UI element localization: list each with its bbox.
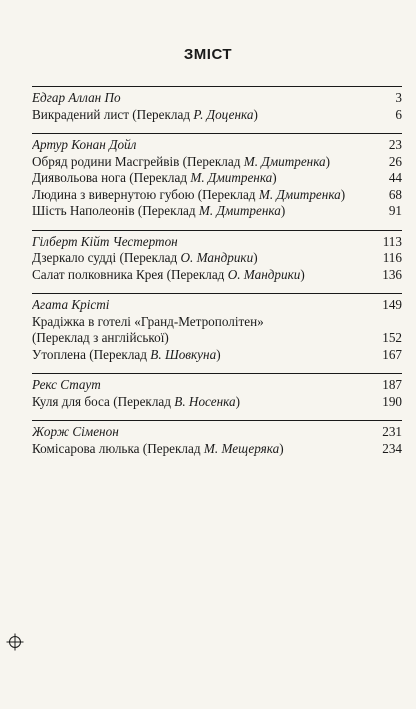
author-name: Артур Конан Дойл [32,137,137,152]
work-title: Обряд родини Масгрейвів (Переклад М. Дмитренка) [32,153,331,169]
work-row[interactable] [32,441,402,458]
author-name: Гілберт Кійт Честертон [32,233,178,249]
work-row[interactable] [32,203,402,220]
toc-section [32,133,402,220]
author-row[interactable] [32,424,402,441]
page-number: 149 [382,297,402,312]
work-title: Крадіжка в готелі «Гранд-Метрополітен» [32,313,264,329]
translator-name: М. Дмитренка [243,153,326,169]
page-number: 231 [382,424,402,439]
work-title: Людина з вивернутою губою (Переклад М. Дмитренка) [32,186,346,202]
section-divider [32,420,402,421]
section-divider [32,133,402,134]
translator-name: М. Мещеряка [203,440,280,456]
work-row[interactable] [32,187,402,204]
author-row[interactable] [32,234,402,251]
section-divider [32,86,402,87]
work-row[interactable] [32,170,402,187]
translator-name: Р. Доценка [193,106,254,122]
work-title: Диявольова нога (Переклад М. Дмитренка) [32,170,277,185]
page-number: 136 [382,266,402,282]
work-row[interactable] [32,394,402,411]
toc-section [32,373,402,410]
page-number: 26 [388,153,402,169]
author-row[interactable] [32,137,402,154]
translator-name: М. Дмитренка [258,186,341,202]
author-name: Едгар Аллан По [32,90,121,105]
author-row[interactable] [32,377,402,394]
page-number: 6 [395,106,402,122]
translator-name: М. Дмитренка [190,170,273,185]
page-number: 44 [388,170,402,185]
page-number: 23 [388,137,402,152]
translator-name: О. Мандрики [180,250,254,265]
work-row[interactable] [32,154,402,171]
page-number: 3 [395,90,402,105]
translator-name: О. Мандрики [227,266,301,282]
toc-section [32,86,402,123]
work-title: Утоплена (Переклад В. Шовкуна) [32,346,221,362]
work-title: Куля для боса (Переклад В. Носенка) [32,393,240,409]
author-name: Жорж Сіменон [32,424,119,439]
page-number: 190 [382,393,402,409]
translator-name: М. Дмитренка [198,203,281,218]
page-number: 113 [382,233,402,249]
page-number: 116 [382,250,402,265]
work-title: (Переклад з англійської) [32,330,169,345]
section-divider [32,373,402,374]
toc-section [32,230,402,284]
work-title: Шість Наполеонів (Переклад М. Дмитренка) [32,203,286,218]
registration-mark-icon [6,633,24,651]
section-divider [32,293,402,294]
work-row[interactable] [32,250,402,267]
table-of-contents [32,86,402,467]
work-row[interactable] [32,267,402,284]
work-title: Комісарова люлька (Переклад М. Мещеряка) [32,440,284,456]
page-number: 167 [382,346,402,362]
page-number: 152 [382,330,402,345]
toc-section [32,293,402,363]
work-title: Салат полковника Крея (Переклад О. Мандрики) [32,266,305,282]
page-number: 187 [382,377,402,392]
author-name: Агата Крісті [32,297,110,312]
page-title: ЗМІСТ [183,46,233,63]
page-number: 68 [388,186,402,202]
work-title: Викрадений лист (Переклад Р. Доценка) [32,106,258,122]
page-number: 234 [382,440,402,456]
section-divider [32,230,402,231]
author-row[interactable] [32,297,402,314]
work-row[interactable] [32,347,402,364]
work-row[interactable] [32,107,402,124]
author-name: Рекс Стаут [32,377,101,392]
translator-name: В. Носенка [174,393,236,409]
work-row[interactable] [32,330,402,347]
page-number: 91 [388,203,402,218]
toc-section [32,420,402,457]
work-title: Дзеркало судді (Переклад О. Мандрики) [32,250,258,265]
translator-name: В. Шовкуна [150,346,217,362]
author-row[interactable] [32,90,402,107]
work-row[interactable] [32,314,402,331]
